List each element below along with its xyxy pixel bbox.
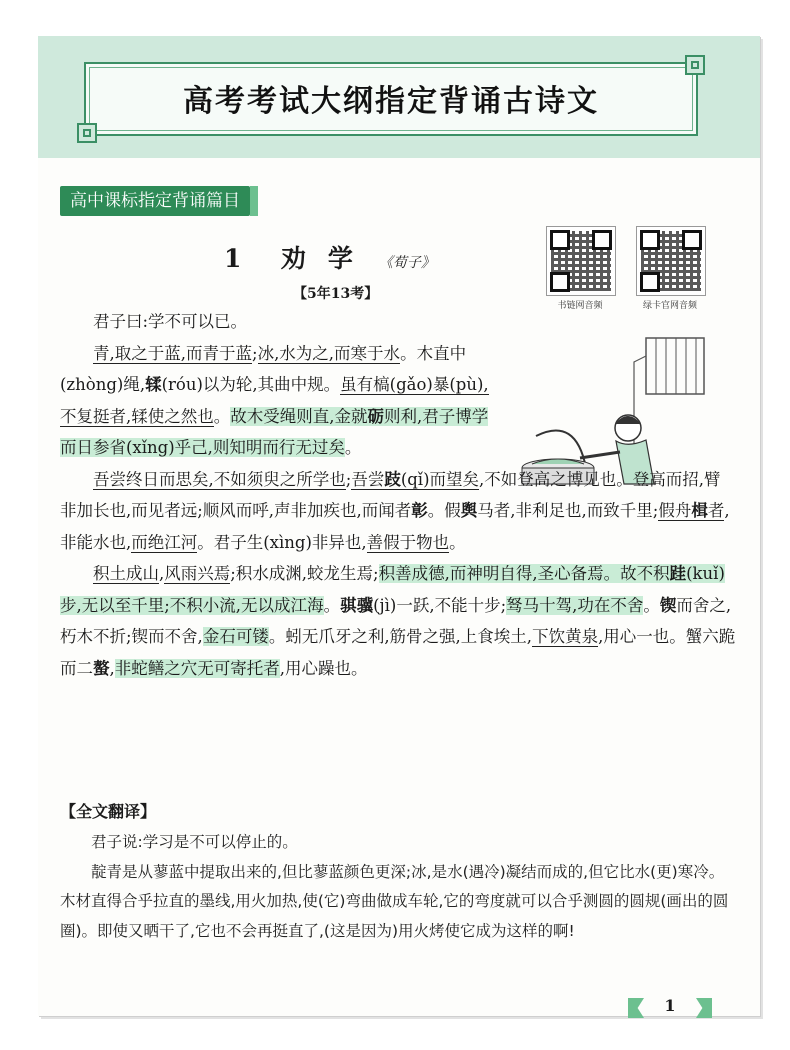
- corner-knot-ornament: [685, 55, 705, 75]
- title-frame: [84, 62, 698, 136]
- qr-caption: 绿卡官网音频: [642, 301, 697, 311]
- highlighted-phrase: 故木受绳则直,金就: [230, 406, 368, 426]
- key-word: 螯: [93, 658, 110, 678]
- translation-text: [60, 828, 736, 946]
- underlined-phrase: 积土成山: [93, 564, 159, 583]
- paragraph: 青,取之于蓝,而青于蓝;冰,水为之,而寒于水。木直中(zhòng)绳,𫐓(róu)以为轮,其曲中规。虽有槁(gǎo)暴(pù),不复挺者,𫐓使之然也。故木受绳则直,金就砺则利,君子博学而日参省(xǐng)乎己,则知明而行无过矣。: [60, 343, 489, 457]
- page: [38, 36, 760, 1016]
- underlined-phrase: 而绝江河: [131, 532, 198, 552]
- page-number: 1: [664, 996, 676, 1015]
- page-title: 高考考试大纲指定背诵古诗文: [183, 84, 599, 119]
- qr-code[interactable]: [636, 226, 706, 296]
- key-word: 楫: [691, 501, 708, 520]
- main-text: [60, 306, 736, 684]
- page-ornament-left: [628, 998, 644, 1018]
- key-word: 砺: [367, 406, 384, 426]
- underlined-phrase: 者: [707, 501, 725, 520]
- underlined-phrase: 善假于物也: [366, 532, 450, 552]
- lesson-number: 1: [224, 244, 244, 273]
- highlighted-phrase: 积善成德,而神明自得,圣心备焉。故不积: [378, 564, 670, 583]
- highlighted-phrase: 金石可镂: [202, 627, 269, 646]
- paragraph: 吾尝终日而思矣,不如须臾之所学也;吾尝跂(qǐ)而望矣,不如登高之博见也。登高而招,臂非加长也,而见者远;顺风而呼,声非加疾也,而闻者彰。假舆马者,非利足也,而致千里;假舟楫者,非能水也,而绝江河。君子生(xìng)非异也,善假于物也。: [60, 469, 730, 552]
- key-word: 𫐓: [145, 375, 162, 394]
- underlined-phrase: (qǐ)而望矣: [400, 469, 480, 489]
- header-band: [38, 36, 760, 158]
- page-ornament-right: [696, 998, 712, 1018]
- highlighted-phrase: (kuǐ)步,无以至千里;不积小流,无以成江海: [60, 564, 725, 615]
- section-tag: 高中课标指定背诵篇目: [60, 186, 250, 216]
- underlined-phrase: 虽有槁(gǎo)暴(pù),不复挺者,𫐓使之然也: [60, 375, 489, 426]
- highlighted-phrase: 非蛇鳝之穴无可寄托者: [114, 658, 280, 678]
- key-word: 锲: [659, 595, 677, 615]
- underlined-phrase: 冰,水为之,而寒于水: [257, 343, 401, 363]
- page-number-badge: [628, 996, 712, 1022]
- key-word: 骐骥: [340, 595, 374, 615]
- translation-paragraph: 靛青是从蓼蓝中提取出来的,但比蓼蓝颜色更深;冰,是水(遇冷)凝结而成的,但它比水(更)寒冷。木材直得合乎拉直的墨线,用火加热,使(它)弯曲做成车轮,它的弯度就可以合乎测圆的圆规(画出的圆圈)。即使又晒干了,它也不会再挺直了,(这是因为)用火烤使它成为这样的啊!: [60, 862, 729, 940]
- paragraph: 君子曰:学不可以已。: [93, 312, 248, 331]
- exam-frequency: 【5年13考】: [293, 286, 379, 302]
- key-word: 跬: [669, 564, 687, 583]
- underlined-phrase: 下饮黄泉: [532, 627, 599, 646]
- underlined-phrase: 吾尝终日而思矣,不如须臾之所学也: [93, 469, 346, 489]
- key-word: 舆: [460, 501, 478, 520]
- lesson-title: 劝学: [280, 244, 375, 273]
- translation-paragraph: 君子说:学习是不可以停止的。: [91, 833, 298, 851]
- highlighted-phrase: 则利,君子博学而日参省(xǐng)乎己,则知明而行无过矣: [60, 406, 489, 457]
- qr-caption: 书链网音频: [557, 301, 603, 311]
- underlined-phrase: 假舟: [658, 501, 692, 520]
- corner-knot-ornament: [77, 123, 97, 143]
- underlined-phrase: 风雨兴焉: [164, 564, 231, 583]
- highlighted-phrase: 驽马十驾,功在不舍: [506, 595, 644, 615]
- qr-code[interactable]: [546, 226, 616, 296]
- lesson-heading: [224, 239, 435, 275]
- key-word: 跂: [384, 469, 401, 489]
- underlined-phrase: 吾尝: [351, 469, 385, 489]
- lesson-author: 《荀子》: [378, 255, 435, 271]
- translation-heading: 【全文翻译】: [60, 802, 157, 821]
- paragraph: 积土成山,风雨兴焉;积水成渊,蛟龙生焉;积善成德,而神明自得,圣心备焉。故不积跬(kuǐ)步,无以至千里;不积小流,无以成江海。骐骥(jì)一跃,不能十步;驽马十驾,功在不舍。锲而舍之,朽木不折;锲而不舍,金石可镂。蚓无爪牙之利,筋骨之强,上食埃土,下饮黄泉,用心一也。蟹六跪而二螯,非蛇鳝之穴无可寄托者,用心躁也。: [60, 564, 736, 678]
- key-word: 彰: [411, 501, 428, 520]
- underlined-phrase: 青,取之于蓝,而青于蓝: [93, 343, 252, 363]
